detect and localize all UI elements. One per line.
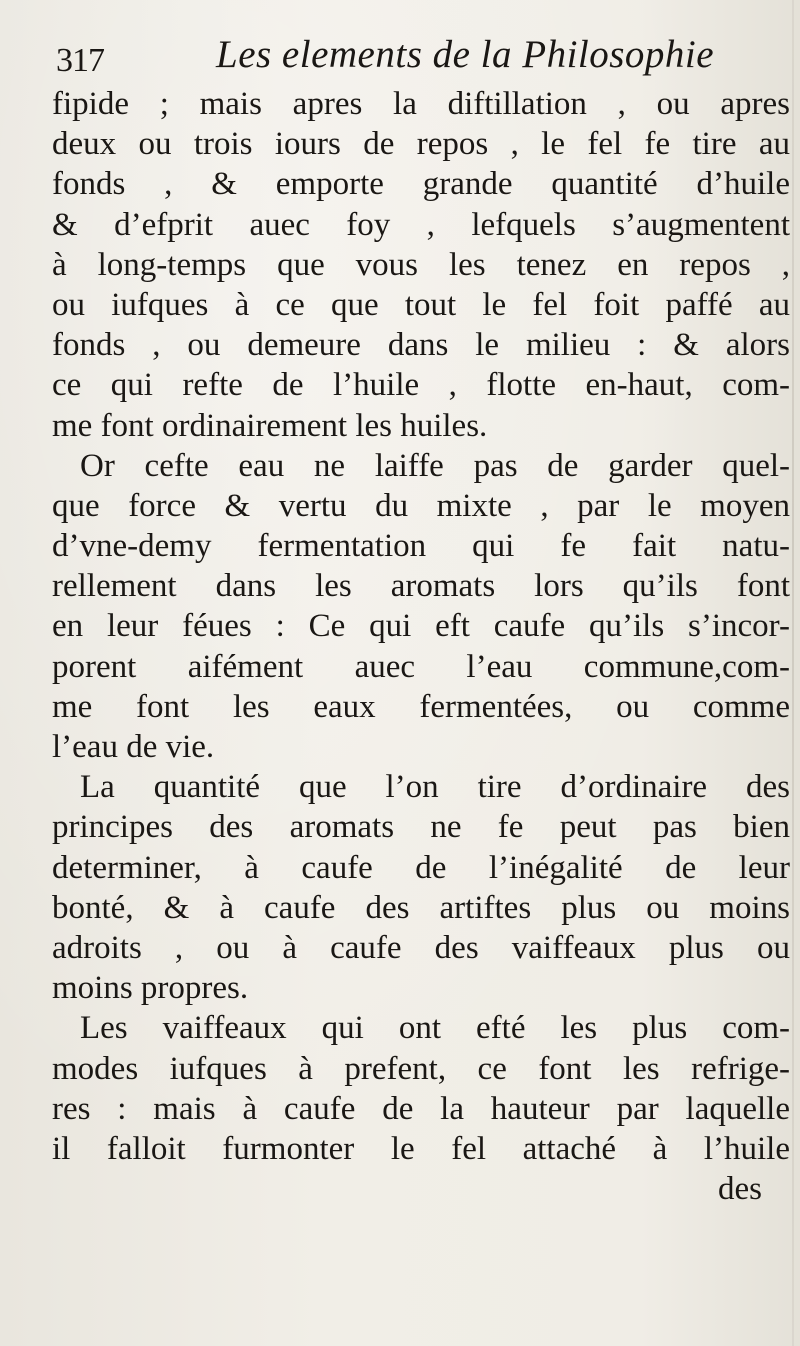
text-line: d’vne-demy fermentation qui fe fait natu- xyxy=(52,528,790,565)
page-header xyxy=(56,32,756,92)
text-line: que force & vertu du mixte , par le moyen xyxy=(52,487,790,524)
text-line: fonds , & emporte grande quantité d’huile xyxy=(52,166,790,203)
text-line: il falloit furmonter le fel attaché à l’huile xyxy=(52,1130,790,1167)
text-line: ce qui refte de l’huile , flotte en-haut, com- xyxy=(52,367,790,404)
page-edge xyxy=(792,0,794,1346)
text-line: res : mais à caufe de la hauteur par laquelle xyxy=(52,1090,790,1127)
paragraph-start: Les vaiffeaux qui ont efté les plus com- xyxy=(80,1010,790,1047)
text-line: modes iufques à prefent, ce font les refrige- xyxy=(52,1050,790,1087)
text-line: & d’efprit auec foy , lefquels s’augmentent xyxy=(52,206,790,243)
text-line: fipide ; mais apres la diftillation , ou apres xyxy=(52,86,790,122)
text-line: deux ou trois iours de repos , le fel fe tire au xyxy=(52,126,790,163)
text-line: porent aifément auec l’eau commune,com- xyxy=(52,648,790,685)
text-line: en leur féues : Ce qui eft caufe qu’ils s’incor- xyxy=(52,608,790,645)
text-line: l’eau de vie. xyxy=(52,729,215,765)
text-line: moins propres. xyxy=(52,970,249,1007)
text-line: me font ordinairement les huiles. xyxy=(52,407,488,444)
text-line: bonté, & à caufe des artiftes plus ou moins xyxy=(52,889,790,926)
text-line: determiner, à caufe de l’inégalité de leur xyxy=(52,849,790,886)
text-line: adroits , ou à caufe des vaiffeaux plus ou xyxy=(52,929,790,966)
paragraph-start: Or cefte eau ne laiffe pas de garder quel- xyxy=(80,447,790,484)
text-line: ou iufques à ce que tout le fel foit paffé au xyxy=(52,286,790,323)
body-text xyxy=(52,84,790,1209)
text-line: principes des aromats ne fe peut pas bien xyxy=(52,809,790,846)
paragraph-start: La quantité que l’on tire d’ordinaire des xyxy=(80,769,790,806)
page-number: 317 xyxy=(56,42,104,79)
text-line: me font les eaux fermentées, ou comme xyxy=(52,688,790,725)
text-line: fonds , ou demeure dans le milieu : & alors xyxy=(52,327,790,364)
running-head: Les elements de la Philosophie xyxy=(216,33,715,76)
catchword: des xyxy=(718,1171,762,1208)
text-line: rellement dans les aromats lors qu’ils font xyxy=(52,568,790,605)
text-line: à long-temps que vous les tenez en repos , xyxy=(52,246,790,283)
